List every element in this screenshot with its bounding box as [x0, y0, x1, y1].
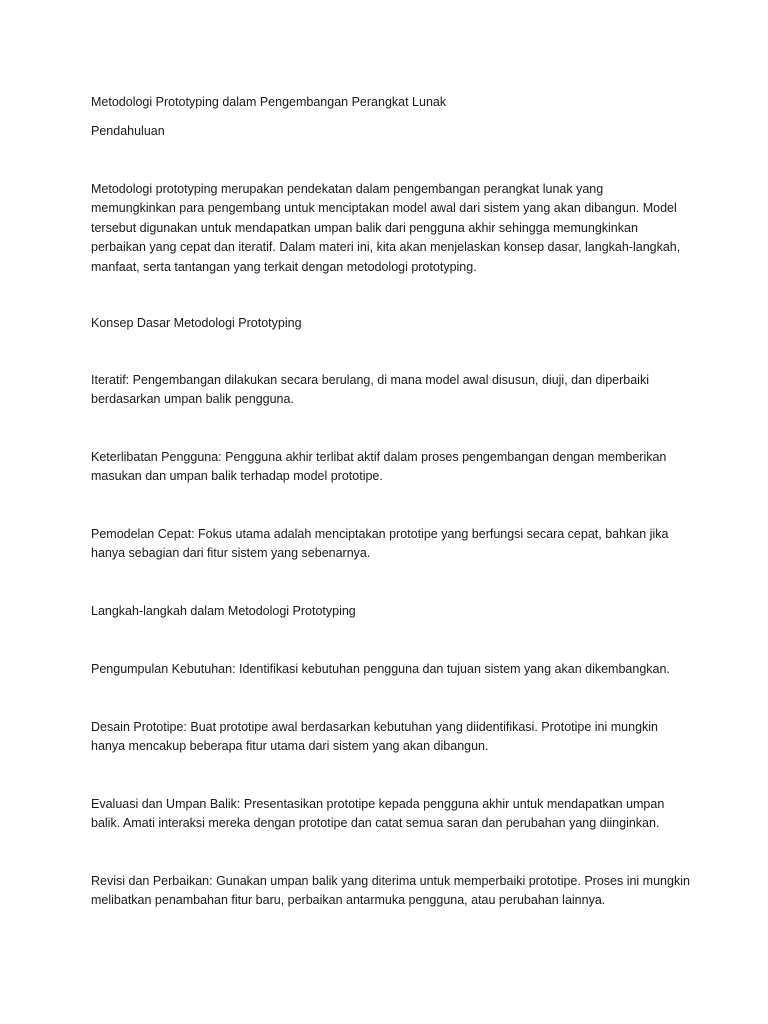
intro-paragraph: Metodologi prototyping merupakan pendekatan dalam pengembangan perangkat lunak yang memungkinkan para pengembang untuk menciptakan model awal dari sistem yang akan dibangun. Model tersebut digunakan untuk mendapatkan umpan balik dari pengguna akhir sehingga memungkinkan perbaikan yang cepat dan iteratif. Dalam materi ini, kita akan menjelaskan konsep dasar, langkah-langkah, manfaat, serta tantangan yang terkait dengan metodologi prototyping.	[91, 182, 681, 274]
paragraph-pengumpulan-kebutuhan: Pengumpulan Kebutuhan: Identifikasi kebutuhan pengguna dan tujuan sistem yang akan dikembangkan.	[91, 662, 670, 676]
section-heading-konsep-dasar: Konsep Dasar Metodologi Prototyping	[91, 316, 302, 330]
paragraph-keterlibatan-pengguna: Keterlibatan Pengguna: Pengguna akhir terlibat aktif dalam proses pengembangan dengan memberikan masukan dan umpan balik terhadap model prototipe.	[91, 450, 667, 484]
paragraph-evaluasi-umpan-balik: Evaluasi dan Umpan Balik: Presentasikan prototipe kepada pengguna akhir untuk mendapatkan umpan balik. Amati interaksi mereka dengan prototipe dan catat semua saran dan perubahan yang diinginkan.	[91, 797, 665, 831]
document-title: Metodologi Prototyping dalam Pengembangan Perangkat Lunak	[91, 95, 447, 109]
paragraph-pemodelan-cepat: Pemodelan Cepat: Fokus utama adalah menciptakan prototipe yang berfungsi secara cepat, bahkan jika hanya sebagian dari fitur sistem yang sebenarnya.	[91, 527, 669, 561]
section-heading-pendahuluan: Pendahuluan	[91, 124, 165, 138]
paragraph-iteratif: Iteratif: Pengembangan dilakukan secara berulang, di mana model awal disusun, diuji, dan diperbaiki berdasarkan umpan balik pengguna.	[91, 373, 649, 407]
paragraph-desain-prototipe: Desain Prototipe: Buat prototipe awal berdasarkan kebutuhan yang diidentifikasi. Prototipe ini mungkin hanya mencakup beberapa fitur utama dari sistem yang akan dibangun.	[91, 720, 659, 754]
section-heading-langkah-langkah: Langkah-langkah dalam Metodologi Prototyping	[91, 604, 356, 618]
paragraph-revisi-perbaikan: Revisi dan Perbaikan: Gunakan umpan balik yang diterima untuk memperbaiki prototipe. Proses ini mungkin melibatkan penambahan fitur baru, perbaikan antarmuka pengguna, atau perubahan lainnya.	[91, 874, 690, 908]
